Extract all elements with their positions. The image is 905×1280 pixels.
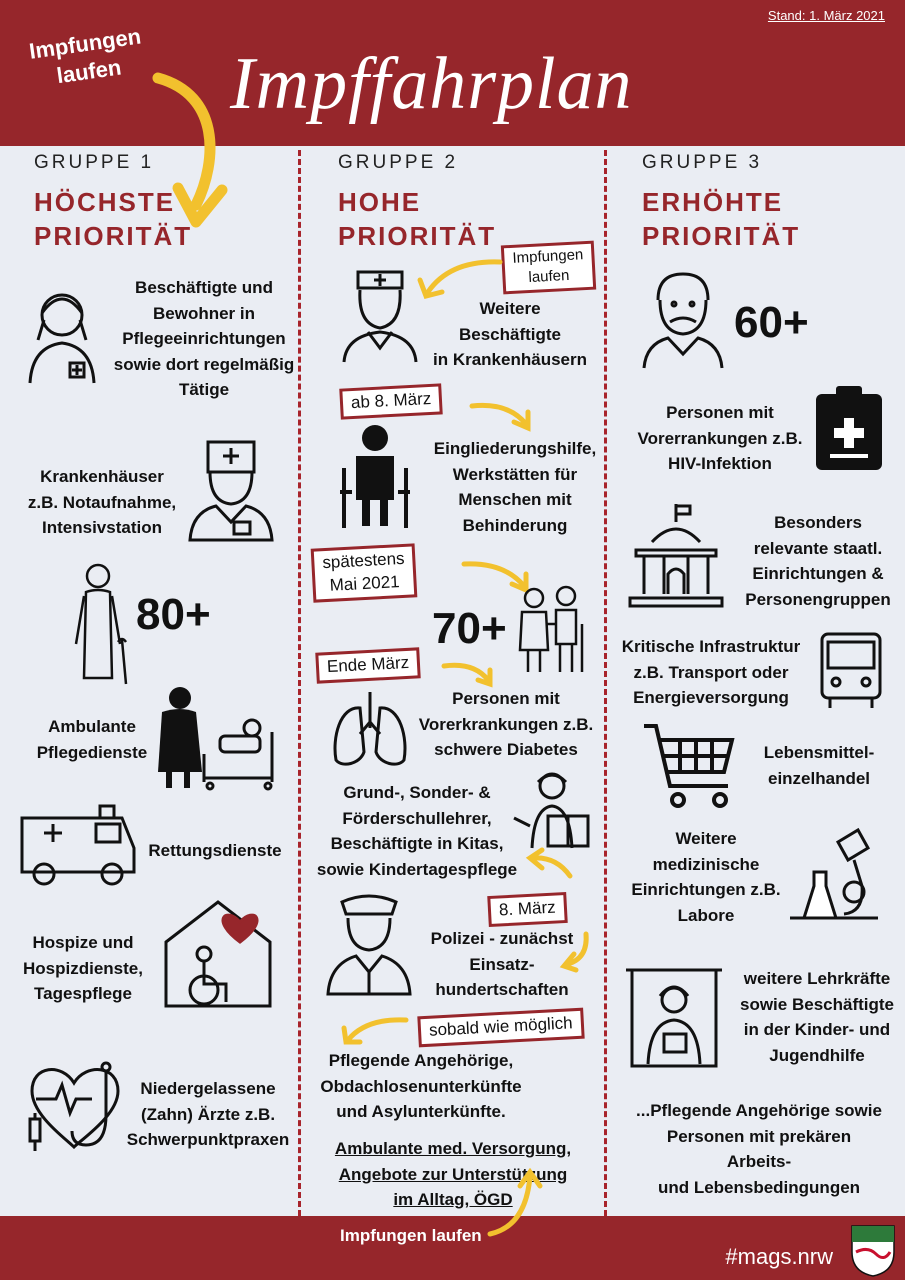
tag-8-maerz: 8. März <box>487 892 567 927</box>
g3-item-5: Lebensmittel- einzelhandel <box>763 743 875 788</box>
ambulance-icon <box>18 800 138 890</box>
g3-item-4: Kritische Infrastruktur z.B. Transport oder Energieversorgung <box>621 637 801 707</box>
doctor-icon <box>186 432 276 542</box>
g2-item-1: Weitere Beschäftigte in Krankenhäusern <box>433 299 587 369</box>
g3-item-7: weitere Lehrkräfte sowie Beschäftigte in der Kinder- und Jugendhilfe <box>740 969 894 1065</box>
arrow-icon <box>520 846 580 886</box>
stethoscope-icon <box>22 1055 132 1155</box>
g1-item-6: Hospize und Hospizdienste, Tagespflege <box>23 933 143 1003</box>
g3-item-8: ...Pflegende Angehörige sowie Personen mit prekären Arbeits- und Lebensbedingungen <box>636 1101 882 1197</box>
g1-item-4: Ambulante Pflegedienste <box>36 717 148 762</box>
g2-item-4: Personen mit Vorerkrankungen z.B. schwere Diabetes <box>418 689 594 759</box>
g2-item-7: Pflegende Angehörige, Obdachlosenunterkünfte und Asylunterkünfte. <box>320 1051 522 1121</box>
stand-date: Stand: 1. März 2021 <box>767 8 885 23</box>
wheelchair-icon <box>330 422 420 532</box>
nurse-icon <box>340 268 420 364</box>
police-icon <box>324 892 414 996</box>
tag-ende-maerz: Ende März <box>315 647 421 683</box>
man-icon <box>638 270 728 370</box>
arrow-icon <box>556 930 596 974</box>
g2-item-8: Ambulante med. Versorgung, Angebote zur Unterstützung im Alltag, ÖGD <box>334 1139 572 1209</box>
g3-item-2: Personen mit Vorerrankungen z.B. HIV-Infektion <box>637 403 803 473</box>
microscope-icon <box>784 826 884 926</box>
arrow-icon <box>486 1164 546 1240</box>
teacher-icon <box>512 768 596 852</box>
hashtag: #mags.nrw <box>725 1244 833 1269</box>
group1-label: GRUPPE 1 <box>34 152 155 173</box>
group2-priority: HOHE PRIORITÄT <box>338 187 497 251</box>
footer-impfungen-laufen: Impfungen laufen <box>340 1226 482 1245</box>
cart-icon <box>640 720 740 810</box>
caregiver-icon <box>150 682 280 792</box>
g2-item-6: Polizei - zunächst Einsatz- hundertschaften <box>430 929 574 999</box>
tag-impfungen-laufen: Impfungen laufen <box>501 241 596 294</box>
tag-spaetestens-mai: spätestens Mai 2021 <box>311 543 418 602</box>
group3-priority: ERHÖHTE PRIORITÄT <box>642 187 801 251</box>
g3-item-6: Weitere medizinische Einrichtungen z.B. Labore <box>631 829 781 925</box>
g1-age-80: 80+ <box>136 590 211 639</box>
g2-age-70: 70+ <box>432 604 507 653</box>
arrow-icon <box>336 1014 416 1048</box>
g1-item-7: Niedergelassene (Zahn) Ärzte z.B. Schwerpunktpraxen <box>126 1079 290 1149</box>
hospice-icon <box>160 892 276 1012</box>
lungs-icon <box>330 688 410 770</box>
bus-icon <box>816 628 886 712</box>
group2-label: GRUPPE 2 <box>338 152 459 173</box>
tag-ab-8-maerz: ab 8. März <box>339 383 443 419</box>
arrow-icon <box>468 396 538 436</box>
g1-item-2: Krankenhäuser z.B. Notaufnahme, Intensivstation <box>27 467 177 537</box>
arrow-icon <box>440 656 500 690</box>
nurse-icon <box>22 285 102 385</box>
g1-item-5: Rettungsdienste <box>148 841 282 860</box>
g3-item-3: Besonders relevante staatl. Einrichtungen & Personengruppen <box>745 513 891 609</box>
column-divider <box>604 150 607 1216</box>
elderly-couple-icon <box>512 584 592 676</box>
g2-item-5: Grund-, Sonder- & Förderschullehrer, Beschäftigte in Kitas, sowie Kindertagespflege <box>316 783 518 879</box>
clipboard-icon <box>814 382 884 472</box>
impfungen-laufen-badge: Impfungen laufen <box>27 23 143 88</box>
page-title: Impffahrplan <box>230 43 633 125</box>
g2-item-2: Eingliederungshilfe, Werkstätten für Menschen mit Behinderung <box>433 439 597 535</box>
group3-label: GRUPPE 3 <box>642 152 763 173</box>
elderly-woman-icon <box>70 560 130 685</box>
group1-priority: HÖCHSTE PRIORITÄT <box>34 187 193 251</box>
government-building-icon <box>626 502 730 612</box>
g1-item-1: Beschäftigte und Bewohner in Pflegeeinrichtungen sowie dort regelmäßig Tätige <box>113 278 295 399</box>
coat-of-arms-icon <box>848 1222 898 1278</box>
g3-age-60: 60+ <box>734 298 809 347</box>
tag-sobald-wie-moeglich: sobald wie möglich <box>417 1008 584 1048</box>
online-teacher-icon <box>624 966 724 1070</box>
